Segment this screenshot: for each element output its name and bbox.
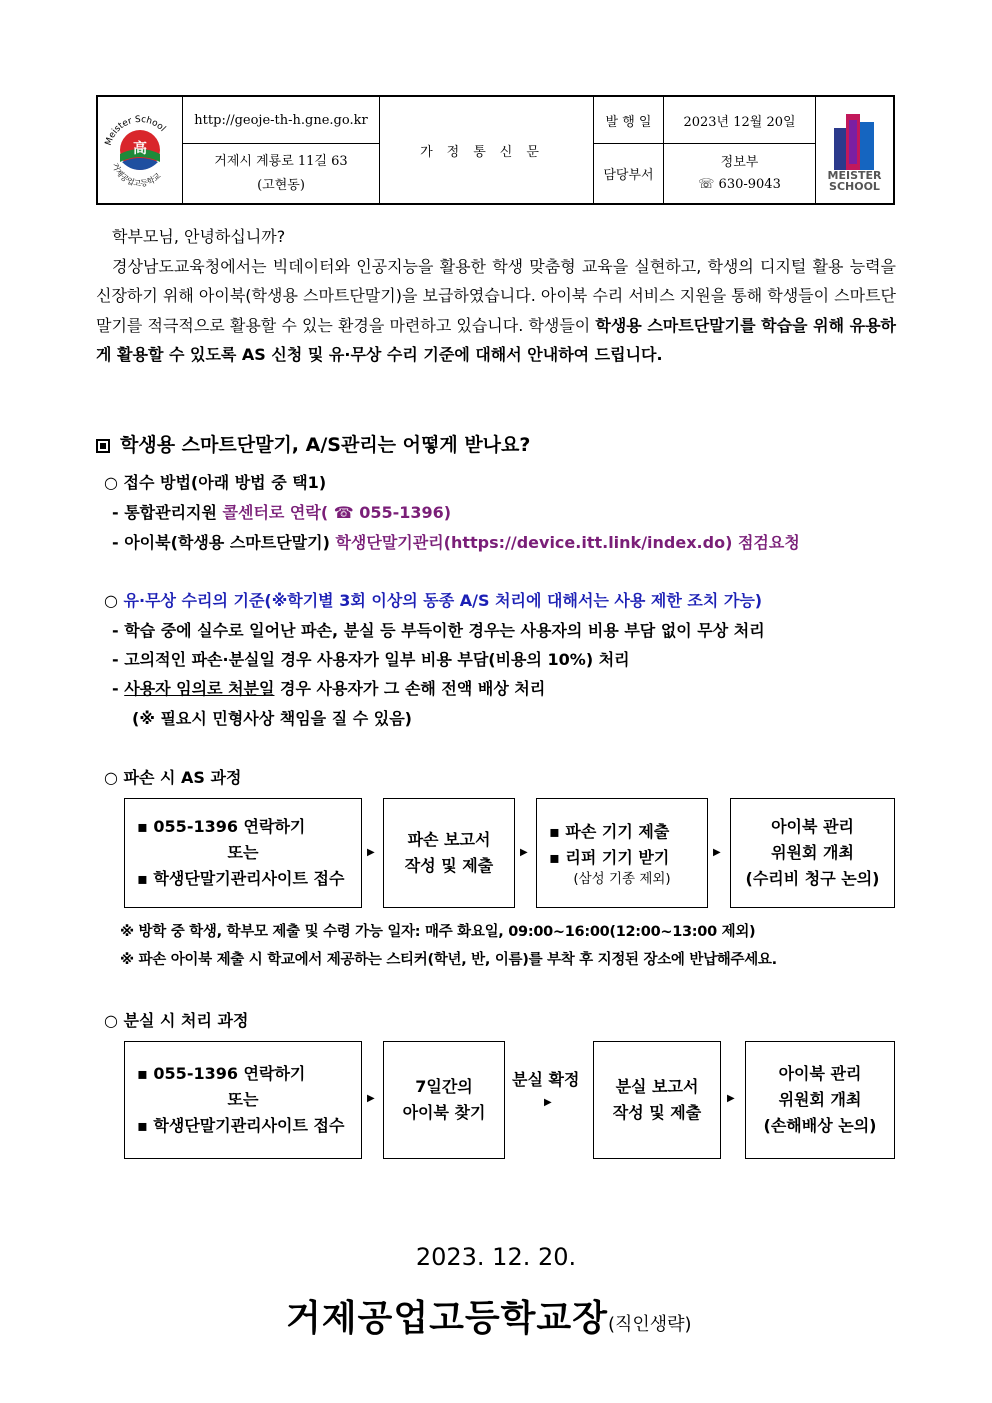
loss-step4-line1: 아이북 관리 bbox=[778, 1064, 862, 1083]
reception-item-callcenter bbox=[112, 500, 451, 523]
dept-info bbox=[664, 144, 815, 203]
loss-step-report bbox=[593, 1041, 721, 1159]
damage-step-report bbox=[383, 798, 515, 908]
callcenter-contact[interactable]: 콜센터로 연락( ☎ 055-1396) bbox=[222, 503, 452, 522]
repair-criteria-title bbox=[104, 588, 762, 611]
arrow-right-icon: ▶ bbox=[544, 1097, 552, 1108]
damage-step1-line2: 또는 bbox=[227, 843, 259, 862]
meister-logo-text1: MEISTER bbox=[827, 169, 882, 182]
reception-item1-prefix: - 통합관리지원 bbox=[112, 503, 223, 522]
damage-step4-line2: 위원회 개최 bbox=[771, 843, 854, 862]
repair-item3-underlined: 사용자 임의로 처분일 bbox=[124, 679, 275, 698]
svg-text:高: 高 bbox=[133, 141, 147, 157]
reception-item2-prefix: - 아이북(학생용 스마트단말기) bbox=[112, 533, 336, 552]
meister-building-icon bbox=[832, 108, 878, 170]
intro-paragraph-bold: 학생용 스마트단말기를 학습을 위해 유용하게 활용할 수 있도록 AS 신청 및 유·무상 수리 기준에 대해서 안내하여 드립니다. bbox=[96, 315, 896, 364]
arrow-right-icon: ▶ bbox=[367, 1093, 375, 1104]
section-heading bbox=[96, 430, 530, 457]
damage-step2-line2: 작성 및 제출 bbox=[404, 856, 494, 875]
repair-title-text: 유·무상 수리의 기준(※학기별 3회 이상의 동종 A/S 처리에 대해서는 사용 제한 조치 가능) bbox=[123, 591, 763, 610]
loss-step2-line1: 7일간의 bbox=[415, 1077, 473, 1096]
dept-name: 정보부 bbox=[720, 154, 759, 170]
loss-confirm-label: 분실 확정 bbox=[512, 1070, 580, 1089]
damage-step4-line1: 아이북 관리 bbox=[771, 817, 854, 836]
dept-label: 담당부서 bbox=[603, 168, 654, 183]
damage-step3-line3: (삼성 기종 제외) bbox=[573, 871, 671, 887]
loss-step-search bbox=[383, 1041, 505, 1159]
loss-step1-line1: ▪ 055-1396 연락하기 bbox=[137, 1064, 306, 1083]
repair-item-free: - 학습 중에 실수로 일어난 파손, 분실 등 부득이한 경우는 사용자의 비용 부담 없이 무상 처리 bbox=[112, 621, 765, 640]
repair-item3-prefix: - bbox=[112, 679, 125, 698]
loss-step1-line3: ▪ 학생단말기관리사이트 접수 bbox=[137, 1116, 345, 1135]
intro-text bbox=[96, 222, 896, 370]
repair-item3-rest: 경우 사용자가 그 손해 전액 배상 처리 bbox=[274, 679, 546, 698]
damage-note-vacation: ※ 방학 중 학생, 학부모 제출 및 수령 가능 일자: 매주 화요일, 09:00~16:00(12:00~13:00 제외) bbox=[120, 924, 756, 940]
arrow-right-icon: ▶ bbox=[367, 847, 375, 858]
footer-signer bbox=[286, 1290, 692, 1341]
loss-step-committee bbox=[745, 1041, 895, 1159]
repair-title-bullet: ○ bbox=[104, 591, 124, 610]
damage-step1-line3: ▪ 학생단말기관리사이트 접수 bbox=[137, 869, 345, 888]
damage-step-committee bbox=[730, 798, 895, 908]
footer-date: 2023. 12. 20. bbox=[415, 1243, 577, 1271]
greeting: 학부모님, 안녕하십니까? bbox=[112, 227, 286, 246]
issue-date-label: 발 행 일 bbox=[605, 114, 652, 130]
intro-paragraph bbox=[96, 252, 896, 370]
address-line1: 거제시 계룡로 11길 63 bbox=[214, 153, 348, 169]
svg-text:거제공업고등학교: 거제공업고등학교 bbox=[110, 161, 163, 189]
meister-logo bbox=[816, 97, 893, 203]
repair-item-intentional: - 고의적인 파손·분실일 경우 사용자가 일부 비용 부담(비용의 10%) 처리 bbox=[112, 650, 630, 669]
signer-note: (직인생략) bbox=[607, 1314, 692, 1335]
school-url[interactable]: http://geoje-th-h.gne.go.kr bbox=[194, 112, 368, 128]
loss-step4-line3: (손해배상 논의) bbox=[763, 1116, 877, 1135]
dept-phone: ☏ 630-9043 bbox=[698, 176, 781, 192]
damage-process-title: ○ 파손 시 AS 과정 bbox=[104, 768, 242, 787]
reception-title: ○ 접수 방법(아래 방법 중 택1) bbox=[104, 473, 327, 492]
signer-name: 거제공업고등학교장 bbox=[286, 1298, 608, 1339]
damage-step2-line1: 파손 보고서 bbox=[407, 830, 491, 849]
loss-step3-line1: 분실 보고서 bbox=[615, 1077, 699, 1096]
loss-process-title: ○ 분실 시 처리 과정 bbox=[104, 1011, 249, 1030]
meister-logo-text2: SCHOOL bbox=[829, 180, 880, 193]
school-emblem-icon bbox=[100, 110, 180, 190]
repair-item-note: (※ 필요시 민형사상 책임을 질 수 있음) bbox=[132, 709, 412, 728]
school-logo bbox=[98, 97, 182, 203]
square-bullet-icon bbox=[96, 439, 110, 453]
damage-note-sticker: ※ 파손 아이북 제출 시 학교에서 제공하는 스티커(학년, 반, 이름)를 부착 후 지정된 장소에 반납해주세요. bbox=[120, 952, 777, 968]
loss-step-contact bbox=[124, 1041, 362, 1159]
issue-date: 2023년 12월 20일 bbox=[683, 114, 796, 130]
damage-step3-line1: ▪ 파손 기기 제출 bbox=[549, 822, 670, 841]
header-table bbox=[96, 95, 895, 205]
loss-step3-line2: 작성 및 제출 bbox=[612, 1103, 702, 1122]
arrow-right-icon: ▶ bbox=[727, 1093, 735, 1104]
damage-step1-line1: ▪ 055-1396 연락하기 bbox=[137, 817, 306, 836]
section-heading-text: 학생용 스마트단말기, A/S관리는 어떻게 받나요? bbox=[120, 434, 531, 456]
repair-item-disposal bbox=[112, 676, 545, 699]
reception-item-website bbox=[112, 530, 800, 553]
damage-step-submit bbox=[536, 798, 708, 908]
device-management-link[interactable]: 학생단말기관리(https://device.itt.link/index.do) 점검요청 bbox=[335, 533, 800, 552]
loss-step2-line2: 아이북 찾기 bbox=[402, 1103, 486, 1122]
school-address bbox=[183, 144, 379, 203]
arrow-right-icon: ▶ bbox=[520, 847, 528, 858]
address-line2: (고현동) bbox=[257, 177, 305, 193]
damage-step-contact bbox=[124, 798, 362, 908]
page-title: 가정통신문 bbox=[420, 144, 553, 160]
damage-step4-line3: (수리비 청구 논의) bbox=[745, 869, 880, 888]
loss-step4-line2: 위원회 개최 bbox=[778, 1090, 862, 1109]
arrow-right-icon: ▶ bbox=[713, 847, 721, 858]
svg-text:Meister School: Meister School bbox=[103, 114, 168, 147]
loss-step1-line2: 또는 bbox=[227, 1090, 259, 1109]
damage-step3-line2: ▪ 리퍼 기기 받기 bbox=[549, 848, 670, 867]
intro-paragraph-plain: 경상남도교육청에서는 빅데이터와 인공지능을 활용한 학생 맞춤형 교육을 실현하고, 학생의 디지털 활용 능력을 신장하기 위해 아이북(학생용 스마트단말기)을 보급하였습니다. 아이북 수리 서비스 지원을 통해 학생들이 스마트단말기를 적극적으로 활용할 수 있는 환경을 마련하고 있습니다. 학생들이 bbox=[96, 256, 896, 335]
